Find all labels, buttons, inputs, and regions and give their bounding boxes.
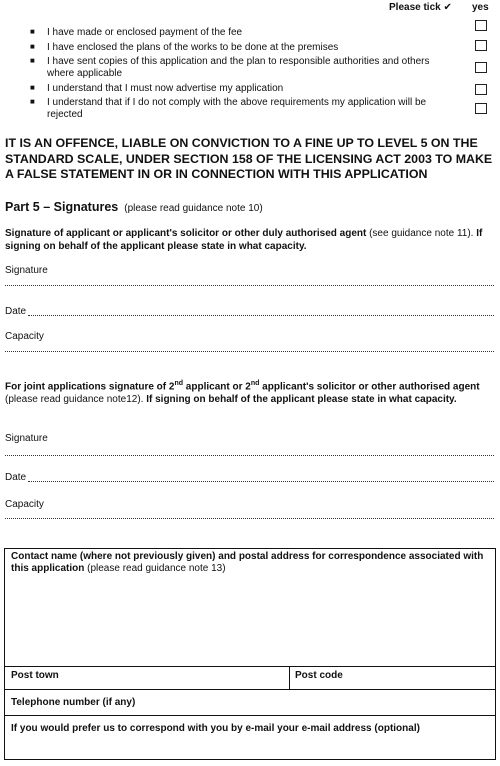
bullet-icon: ■ (30, 83, 35, 92)
bullet-icon: ■ (30, 56, 35, 65)
post-code-label: Post code (295, 670, 343, 681)
date1-label: Date (5, 306, 27, 317)
please-tick-label: Please tick ✔ (389, 2, 452, 13)
part5-note: (please read guidance note 10) (124, 203, 263, 214)
contact-heading-bold: Contact name (where not previously given) and postal address for correspondence associated with this application (11, 551, 484, 574)
checkbox-fee-paid[interactable] (475, 20, 487, 31)
contact-address-field[interactable] (5, 577, 495, 665)
declaration-item (30, 42, 450, 54)
contact-heading (11, 551, 487, 575)
sig2-bold-d: If signing on behalf of the applicant please state in what capacity. (146, 393, 457, 405)
capacity2-field[interactable] (5, 518, 494, 519)
contact-heading-note: (please read guidance note 13) (84, 563, 226, 574)
divider (5, 715, 495, 716)
declaration-item (30, 83, 450, 95)
sig2-plain-a: (please read guidance note12). (5, 393, 147, 405)
contact-details-box (4, 548, 496, 760)
sig2-bold-c: applicant's solicitor or other authorised agent (259, 381, 480, 393)
yes-column-label: yes (472, 2, 489, 13)
sig2-bold-b: applicant or 2 (183, 381, 251, 393)
bullet-icon: ■ (30, 97, 35, 106)
signature1-instructions (5, 228, 493, 253)
declaration-text: I have sent copies of this application and the plan to responsible authorities and others where applicable (47, 56, 430, 79)
capacity1-label: Capacity (5, 331, 44, 342)
checkbox-requirements[interactable] (475, 103, 487, 114)
checkbox-advertise[interactable] (475, 84, 487, 95)
signature2-label: Signature (5, 433, 48, 444)
sig2-sup-a: nd (174, 380, 184, 387)
email-label: If you would prefer us to correspond with you by e-mail your e-mail address (optional) (11, 723, 420, 734)
signature1-label: Signature (5, 265, 48, 276)
post-town-field[interactable] (5, 667, 289, 689)
part5-heading (5, 200, 263, 215)
email-field[interactable] (5, 736, 495, 758)
bullet-icon: ■ (30, 27, 35, 36)
capacity2-label: Capacity (5, 499, 44, 510)
date1-field[interactable] (28, 315, 494, 316)
telephone-label: Telephone number (if any) (11, 697, 136, 708)
declaration-text: I have enclosed the plans of the works to be done at the premises (47, 42, 339, 53)
bullet-icon: ■ (30, 42, 35, 51)
sig1-plain-a: (see guidance note 11). (366, 228, 477, 239)
signature2-field[interactable] (5, 455, 494, 456)
signature2-instructions (5, 380, 493, 406)
sig1-bold-b: If signing on behalf of the applicant please state in what capacity. (5, 228, 483, 252)
post-town-label: Post town (11, 670, 59, 681)
telephone-field[interactable] (5, 690, 495, 715)
offence-warning: IT IS AN OFFENCE, LIABLE ON CONVICTION TO A FINE UP TO LEVEL 5 ON THE STANDARD SCALE, UNDER SECTION 158 OF THE LICENSING ACT 2003 TO MAKE A FALSE STATEMENT IN OR IN CONNECTION WITH THIS APPLICATION (5, 136, 493, 181)
declaration-text: I have made or enclosed payment of the fee (47, 27, 243, 38)
date2-field[interactable] (28, 481, 494, 482)
part5-title: Part 5 – Signatures (5, 200, 119, 214)
checkbox-copies-sent[interactable] (475, 62, 487, 73)
declaration-item (30, 56, 450, 79)
signature1-field[interactable] (5, 285, 494, 286)
post-code-field[interactable] (290, 667, 495, 689)
checkbox-plans-enclosed[interactable] (475, 40, 487, 51)
date2-label: Date (5, 472, 27, 483)
capacity1-field[interactable] (5, 351, 494, 352)
declaration-text: I understand that I must now advertise my application (47, 83, 284, 94)
sig2-bold-a: For joint applications signature of 2 (5, 381, 175, 393)
sig1-bold-a: Signature of applicant or applicant's solicitor or other duly authorised agent (5, 228, 367, 239)
declaration-text: I understand that if I do not comply with the above requirements my application will be rejected (47, 97, 427, 120)
declaration-item (30, 27, 450, 39)
sig2-sup-b: nd (250, 380, 260, 387)
declaration-item (30, 97, 450, 120)
